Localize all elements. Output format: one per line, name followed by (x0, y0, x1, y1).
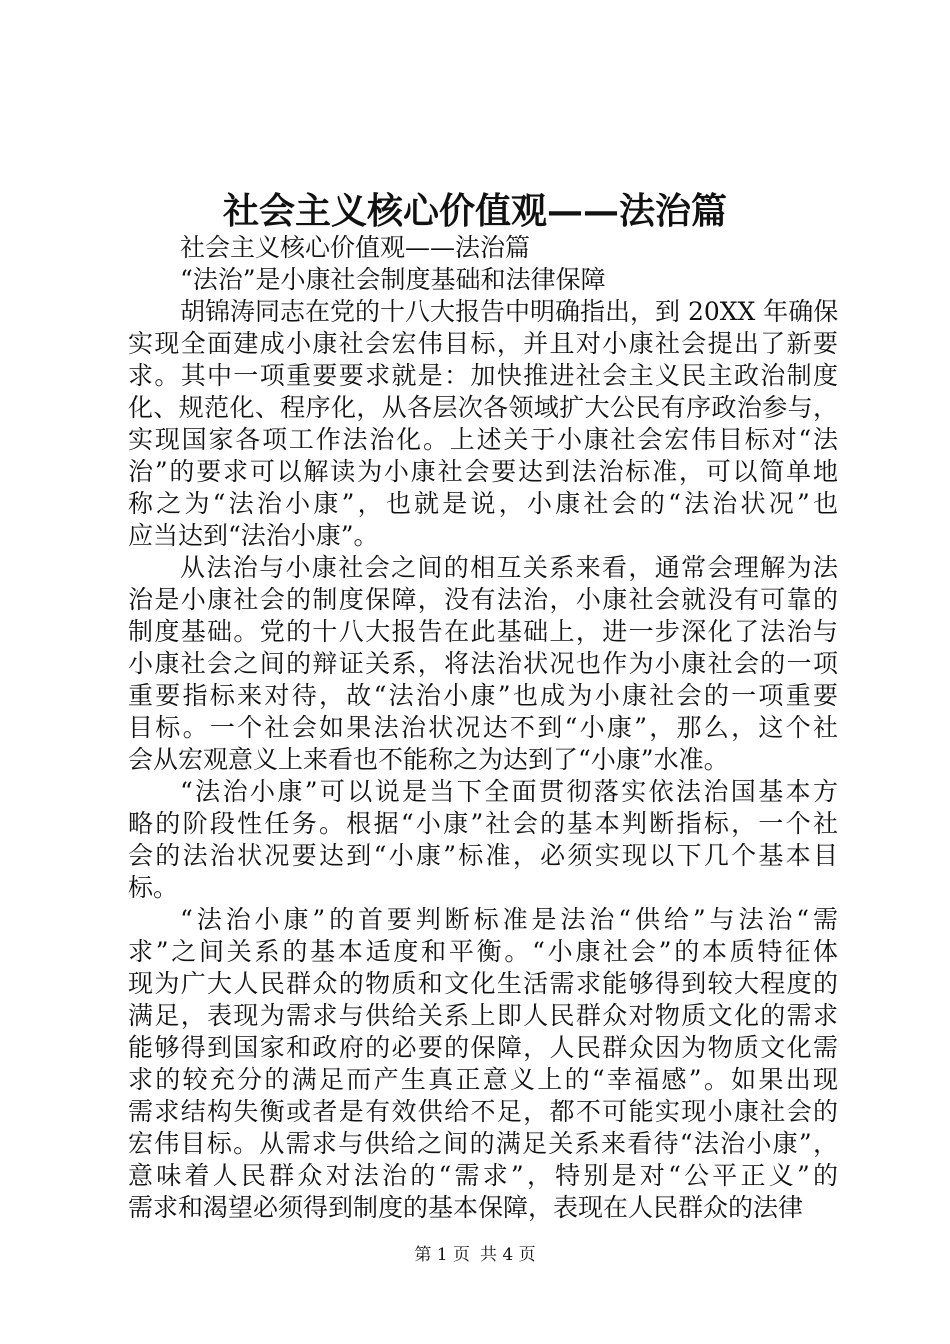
paragraph-line: 称之为“法治小康”，也就是说，小康社会的“法治状况”也 (128, 489, 838, 518)
paragraph-line: 求的较充分的满足而产生真正意义上的“幸福感”。如果出现 (128, 1065, 838, 1094)
paragraph (128, 296, 838, 552)
paragraph-line: 需求结构失衡或者是有效供给不足，都不可能实现小康社会的 (128, 1097, 838, 1126)
paragraph (128, 904, 838, 1224)
paragraph-line: 会的法治状况要达到“小康”标准，必须实现以下几个基本目 (128, 841, 838, 870)
page-footer (0, 1244, 950, 1266)
paragraph-line: 应当达到“法治小康”。 (128, 521, 379, 550)
paragraph-line: 标。 (128, 873, 179, 902)
paragraph-line: 能够得到国家和政府的必要的保障，人民群众因为物质文化需 (128, 1033, 838, 1062)
page-number: 第 1 页 (414, 1245, 470, 1265)
paragraph-line: 会从宏观意义上来看也不能称之为达到了“小康”水准。 (128, 745, 729, 774)
paragraph-line: 实现全面建成小康社会宏伟目标，并且对小康社会提出了新要 (128, 329, 838, 358)
paragraph-line: 实现国家各项工作法治化。上述关于小康社会宏伟目标对“法 (128, 425, 838, 454)
paragraph-line: 略的阶段性任务。根据“小康”社会的基本判断指标，一个社 (128, 809, 838, 838)
paragraph-line: 小康社会之间的辩证关系，将法治状况也作为小康社会的一项 (128, 649, 838, 678)
paragraph-line: 治”的要求可以解读为小康社会要达到法治标准，可以简单地 (128, 457, 838, 486)
paragraph-line: 制度基础。党的十八大报告在此基础上，进一步深化了法治与 (128, 617, 838, 646)
paragraph-line: 化、规范化、程序化，从各层次各领域扩大公民有序政治参与， (128, 393, 838, 422)
paragraph-line: “法治小康”的首要判断标准是法治“供给”与法治“需 (180, 905, 838, 934)
paragraph (128, 264, 838, 296)
paragraph (128, 776, 838, 904)
document-body (128, 232, 838, 1224)
paragraph (128, 552, 838, 776)
paragraph-line: 目标。一个社会如果法治状况达不到“小康”，那么，这个社 (128, 713, 838, 742)
paragraph-line: 求。其中一项重要要求就是：加快推进社会主义民主政治制度 (128, 361, 838, 390)
paragraph-line: 宏伟目标。从需求与供给之间的满足关系来看待“法治小康”， (128, 1129, 838, 1158)
page-total: 共 4 页 (480, 1245, 536, 1265)
paragraph-line: 重要指标来对待，故“法治小康”也成为小康社会的一项重要 (128, 681, 838, 710)
paragraph-line: 意味着人民群众对法治的“需求”，特别是对“公平正义”的 (128, 1161, 838, 1190)
paragraph-line: “法治小康”可以说是当下全面贯彻落实依法治国基本方 (180, 777, 838, 806)
paragraph-line: “法治”是小康社会制度基础和法律保障 (180, 265, 606, 294)
paragraph-line: 求”之间关系的基本适度和平衡。“小康社会”的本质特征体 (128, 937, 838, 966)
paragraph-line: 现为广大人民群众的物质和文化生活需求能够得到较大程度的 (128, 969, 838, 998)
paragraph-line: 从法治与小康社会之间的相互关系来看，通常会理解为法 (180, 553, 838, 582)
paragraph-line: 需求和渴望必须得到制度的基本保障，表现在人民群众的法律 (128, 1193, 804, 1222)
paragraph-line: 胡锦涛同志在党的十八大报告中明确指出，到 20XX 年确保 (180, 297, 838, 326)
paragraph-line: 社会主义核心价值观——法治篇 (180, 233, 531, 262)
paragraph-line: 治是小康社会的制度保障，没有法治，小康社会就没有可靠的 (128, 585, 838, 614)
paragraph (128, 232, 838, 264)
document-title: 社会主义核心价值观——法治篇 (222, 190, 727, 232)
paragraph-line: 满足，表现为需求与供给关系上即人民群众对物质文化的需求 (128, 1001, 838, 1030)
